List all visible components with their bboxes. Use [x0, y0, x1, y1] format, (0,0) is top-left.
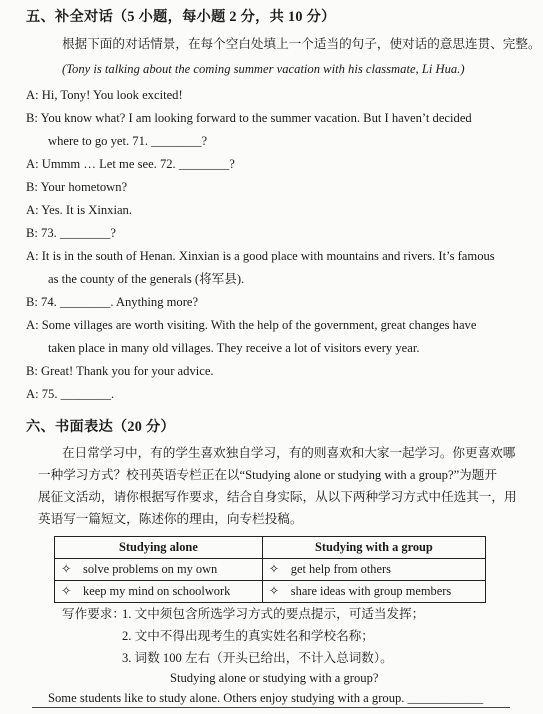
dialogue-line: where to go yet. 71. ________?: [48, 134, 208, 148]
section5-instruction: 根据下面的对话情景，在每个空白处填上一个适当的句子，使对话的意思连贯、完整。: [62, 37, 541, 51]
dialogue-line: as the county of the generals (将军县).: [48, 272, 245, 286]
section5-context: (Tony is talking about the coming summer vacation with his classmate, Li Hua.): [62, 62, 465, 76]
table-cell: ✧ get help from others: [262, 559, 485, 581]
dialogue-line: A: 75. ________.: [26, 387, 115, 401]
dialogue-line: A: Ummm … Let me see. 72. ________?: [26, 157, 235, 171]
answer-line: [32, 707, 510, 708]
diamond-icon: ✧: [268, 562, 280, 577]
diamond-icon: ✧: [268, 584, 280, 599]
table-header-alone: Studying alone: [55, 537, 263, 559]
table-cell: ✧ solve problems on my own: [55, 559, 263, 581]
requirements-title: 写作要求：: [62, 607, 125, 621]
dialogue-line: B: 74. ________. Anything more?: [26, 295, 199, 309]
requirement-item: 1. 文中须包含所选学习方式的要点提示，可适当发挥；: [122, 607, 425, 621]
essay-title: Studying alone or studying with a group?: [170, 671, 379, 685]
diamond-icon: ✧: [61, 584, 72, 599]
section5-heading: 五、补全对话（5 小题，每小题 2 分，共 10 分）: [26, 9, 336, 25]
requirement-item: 3. 词数 100 左右（开头已给出，不计入总词数）。: [122, 651, 393, 665]
table-cell: ✧ keep my mind on schoolwork: [55, 581, 263, 603]
prompt-line: 在日常学习中，有的学生喜欢独自学习，有的则喜欢和大家一起学习。你更喜欢哪: [62, 446, 516, 460]
section6-heading: 六、书面表达（20 分）: [26, 419, 176, 435]
prompt-line: 一种学习方式？校刊英语专栏正在以“Studying alone or studying with a group?”为题开: [38, 468, 497, 482]
dialogue-line: B: 73. ________?: [26, 226, 116, 240]
prompt-line: 英语写一篇短文，陈述你的理由，向专栏投稿。: [38, 512, 303, 526]
dialogue-line: B: You know what? I am looking forward to the summer vacation. But I haven’t decided: [26, 111, 472, 125]
requirement-item: 2. 文中不得出现考生的真实姓名和学校名称；: [122, 629, 374, 643]
essay-opening: Some students like to study alone. Others enjoy studying with a group. ____________: [48, 691, 484, 705]
key-points-table: [54, 536, 486, 603]
dialogue-line: taken place in many old villages. They receive a lot of visitors every year.: [48, 341, 420, 355]
dialogue-line: B: Great! Thank you for your advice.: [26, 364, 214, 378]
table-row: [55, 559, 486, 581]
prompt-line: 展征文活动，请你根据写作要求，结合自身实际，从以下两种学习方式中任选其一，用: [38, 490, 517, 504]
table-cell: ✧ share ideas with group members: [262, 581, 485, 603]
dialogue-line: A: Hi, Tony! You look excited!: [26, 88, 183, 102]
diamond-icon: ✧: [61, 562, 72, 577]
dialogue-line: B: Your hometown?: [26, 180, 128, 194]
table-row: [55, 581, 486, 603]
dialogue-line: A: Some villages are worth visiting. With the help of the government, great changes have: [26, 318, 477, 332]
dialogue-line: A: Yes. It is Xinxian.: [26, 203, 133, 217]
table-header-group: Studying with a group: [262, 537, 485, 559]
table-header-row: [55, 537, 486, 559]
dialogue-line: A: It is in the south of Henan. Xinxian is a good place with mountains and rivers. It’s famous: [26, 249, 495, 263]
